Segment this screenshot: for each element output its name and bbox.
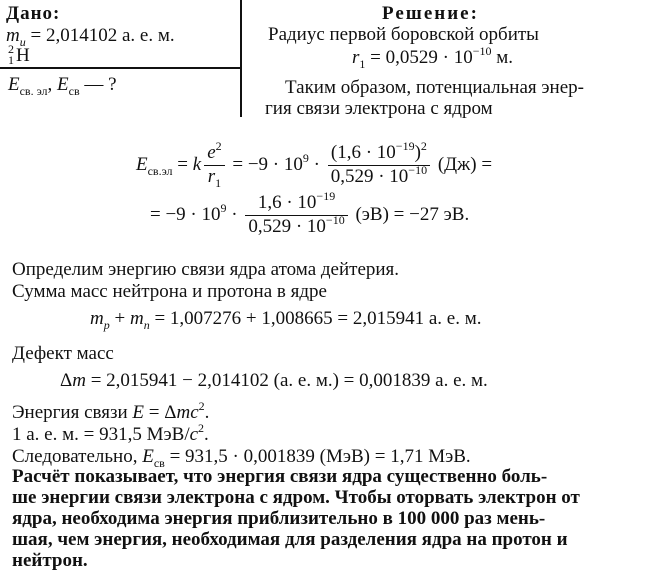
solution-line1: Радиус первой боровской орбиты [268,24,539,45]
given-question: $E_{св. эл}$, $E_{св}$ — ? [8,74,117,98]
fraction-e2-r1: $\frac{e^2}{r_1}$ [204,142,224,189]
solution-radius: $r_1 = 0,0529 \cdot 10^{-10}$ м. [352,44,514,71]
paragraph-amu: 1 а. е. м. = 931,5 МэВ/$c^2$. [12,421,209,445]
paragraph-result: Следовательно, $E_{св} = 931,5 \cdot 0,001839$ (МэВ) = 1,71 МэВ. [12,446,471,470]
conclusion-line5: нейтрон. [12,550,88,571]
equation-defect: Δm = 2,015941 − 2,014102 (а. е. м.) = 0,001839 а. е. м. [60,370,488,391]
given-horizontal-rule [0,67,240,69]
paragraph-binding-energy: Определим энергию связи ядра атома дейтерия. [12,259,400,280]
equation-masses: $m_p + m_n = 1,007276 + 1,008665 = 2,015941$ а. е. м. [90,308,482,332]
fraction-charge-radius-ev: $\frac{1,6 \cdot 10^{-19}}{0,529 \cdot 10^{-10}}$ [245,192,347,239]
paragraph-mass-sum: Сумма масс нейтрона и протона в ядре [12,281,327,302]
conclusion-line1: Расчёт показывает, что энергия связи ядра существенно боль- [12,466,548,487]
paragraph-mass-defect: Дефект масс [12,343,114,364]
solution-title: Решение: [382,3,479,24]
given-isotope: 2 1 H [8,42,30,67]
paragraph-energy: Энергия связи E = Δmc$^2$. [12,399,210,423]
conclusion-line3: ядра, необходима энергия приблизительно в 100 000 раз мень- [12,508,546,529]
given-mass: $m_и = 2,014102$ а. е. м. [6,25,175,49]
formula-line2: = $-9 \cdot 10^9$ · $\frac{1,6 \cdot 10^{-19}}{0,529 \cdot 10^{-10}}$ (эВ) = −27 эВ. [150,189,470,237]
solution-line3: Таким образом, потенциальная энер- [285,77,584,98]
given-vertical-rule [240,0,242,117]
formula-line1: $E_{св.эл} = k$ $\frac{e^2}{r_1}$ = $-9 \cdot 10^9$ · $\frac{(1,6 \cdot 10^{-19})^2}{0,529 \cdot 10^{-10}}$ (Дж) = [136,139,493,190]
given-title: Дано: [6,3,61,24]
conclusion-line2: ше энергии связи электрона с ядром. Чтобы оторвать электрон от [12,487,580,508]
fraction-charge-radius: $\frac{(1,6 \cdot 10^{-19})^2}{0,529 \cdot 10^{-10}}$ [328,142,430,189]
solution-line4: гия связи электрона с ядром [265,98,493,119]
conclusion-line4: шая, чем энергия, необходимая для разделения ядра на протон и [12,529,568,550]
